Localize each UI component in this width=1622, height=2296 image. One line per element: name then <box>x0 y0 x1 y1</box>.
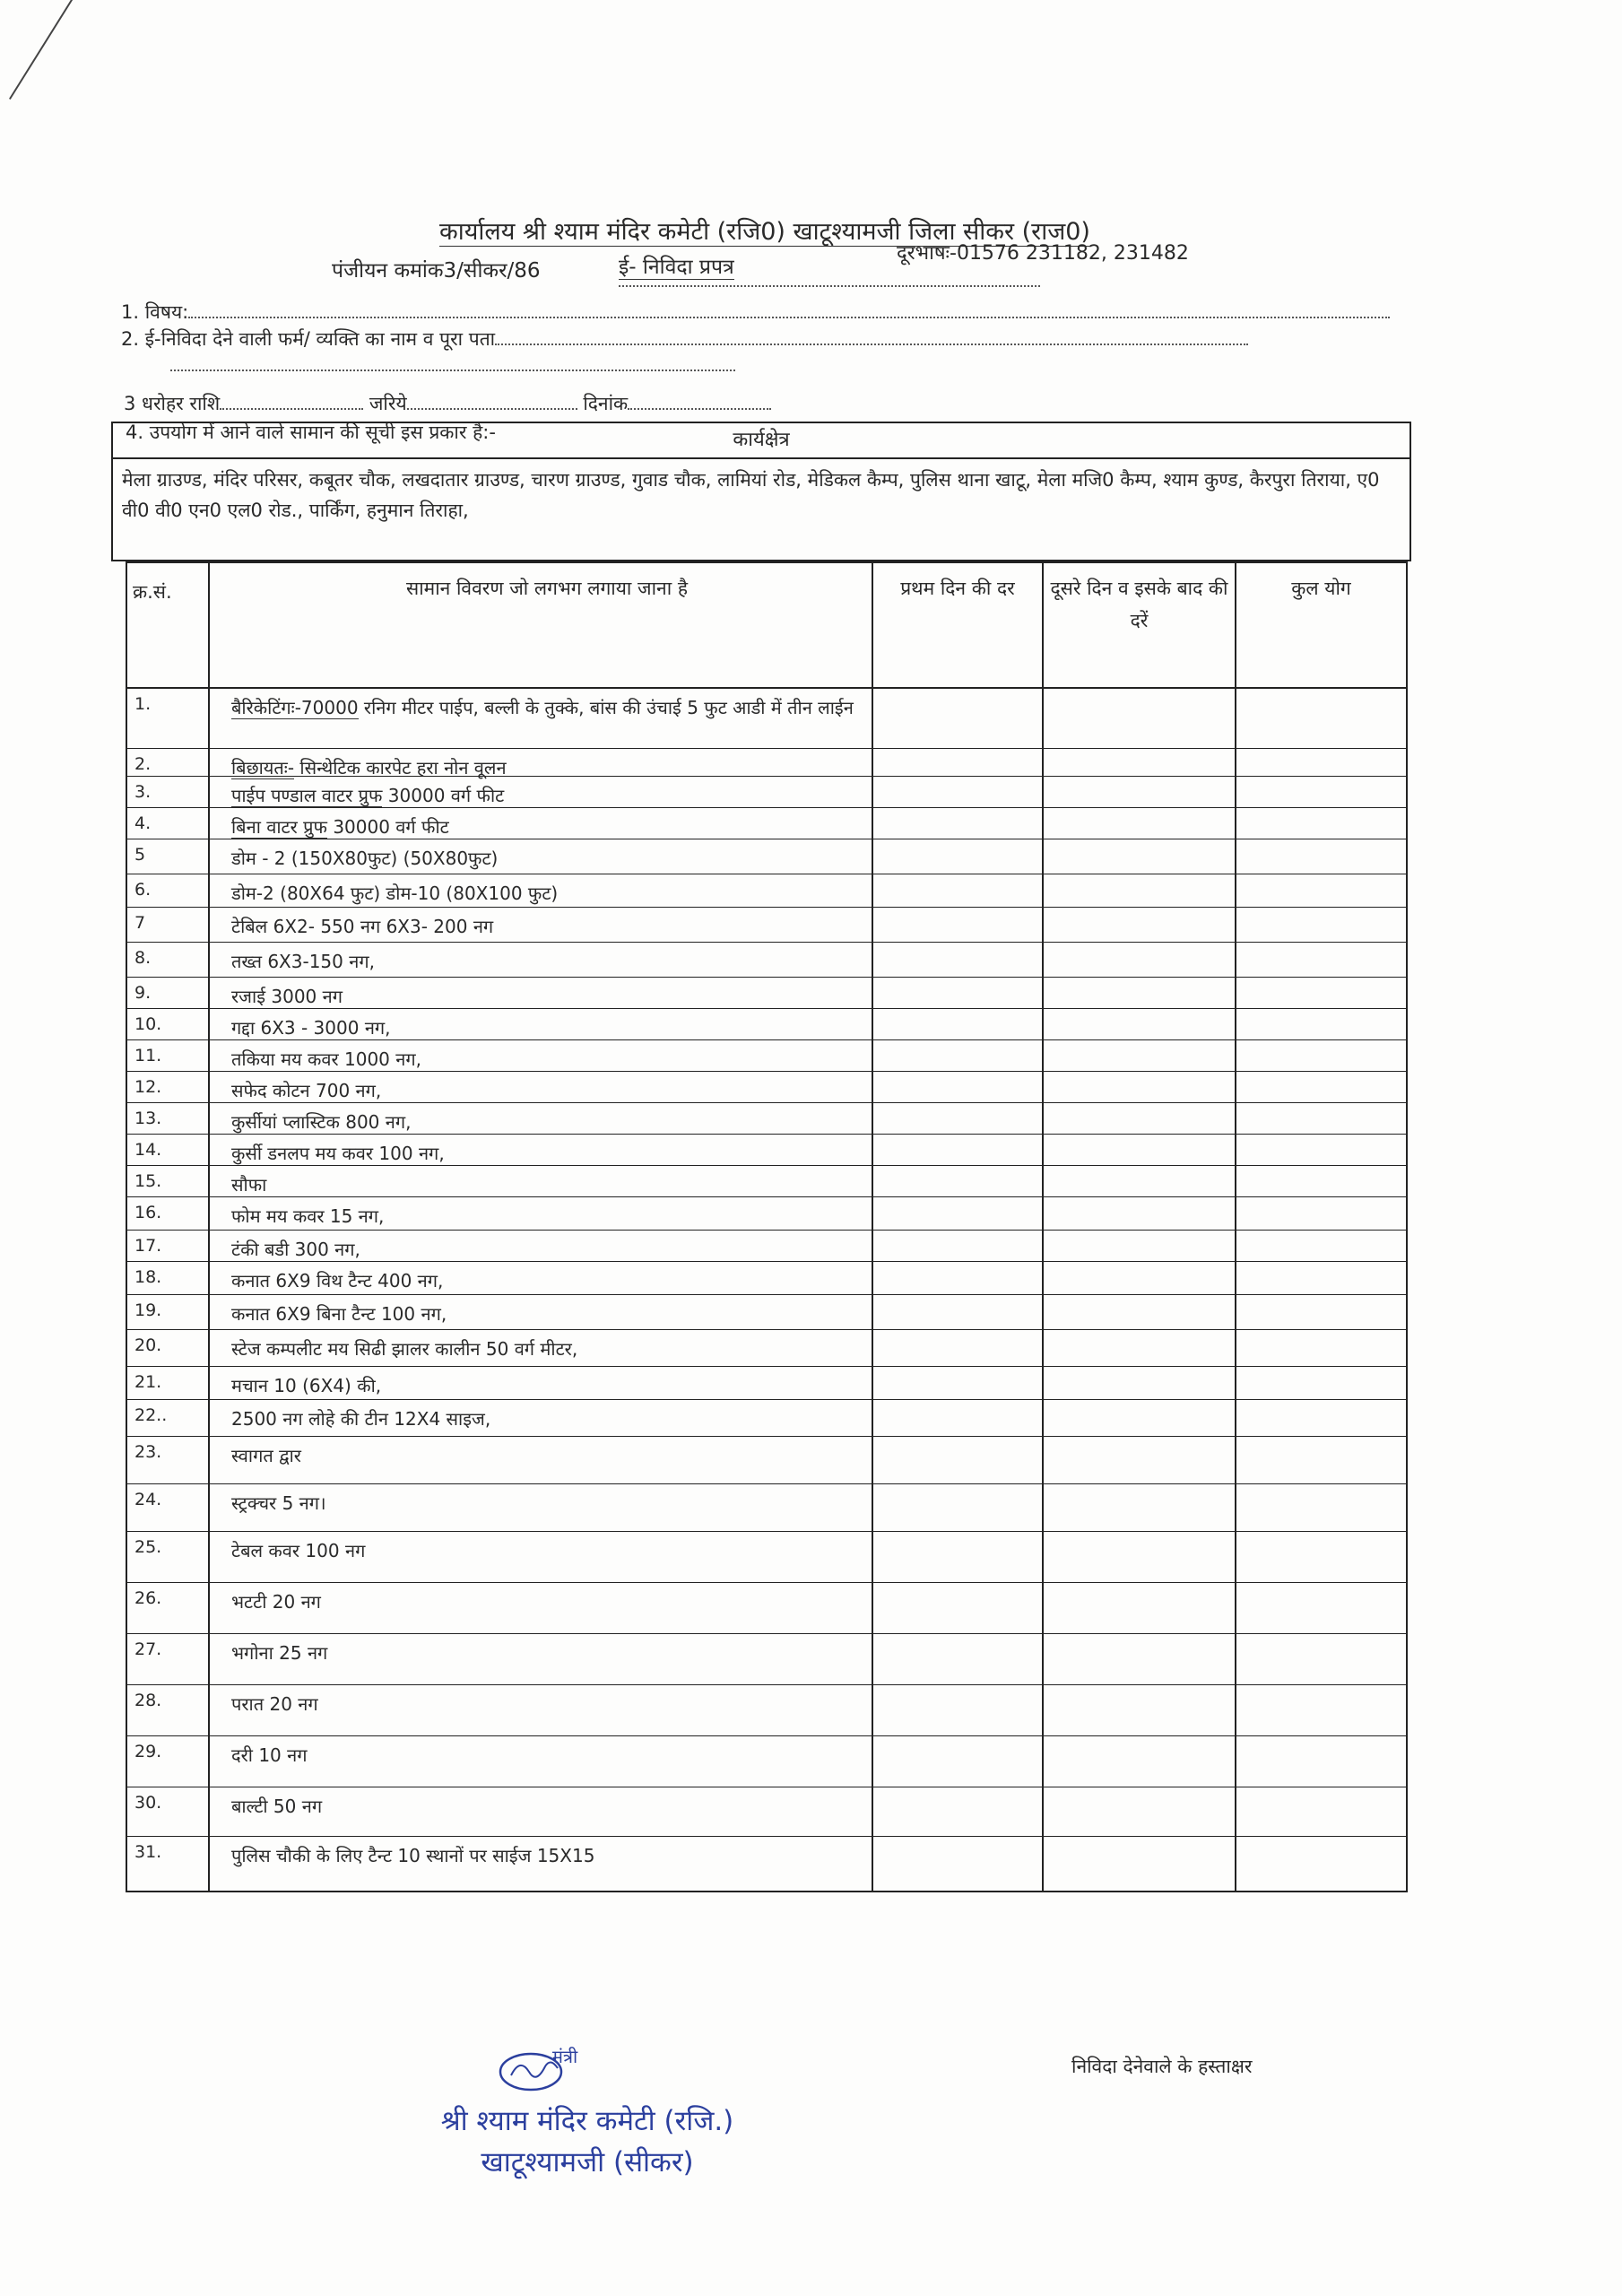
row-later-day-rate <box>1044 1837 1236 1891</box>
row-later-day-rate <box>1044 978 1236 1008</box>
row-serial: 16. <box>127 1197 210 1230</box>
row-serial: 6. <box>127 874 210 907</box>
table-row <box>127 1009 1406 1040</box>
row-later-day-rate <box>1044 908 1236 942</box>
row-item-label: बैरिकेटिंगः-70000 <box>231 697 359 718</box>
table-row <box>127 777 1406 808</box>
table-body <box>127 689 1406 1891</box>
row-first-day-rate <box>873 689 1044 748</box>
row-item-detail: सौफा <box>231 1174 267 1196</box>
row-description <box>210 943 873 977</box>
row-later-day-rate <box>1044 1197 1236 1230</box>
row-first-day-rate <box>873 1583 1044 1633</box>
row-total <box>1236 1166 1406 1196</box>
row-serial: 12. <box>127 1072 210 1102</box>
row-first-day-rate <box>873 1685 1044 1735</box>
row-later-day-rate <box>1044 1040 1236 1071</box>
row-later-day-rate <box>1044 1685 1236 1735</box>
row-later-day-rate <box>1044 1103 1236 1134</box>
row-item-detail: कुर्सीयां प्लास्टिक 800 नग, <box>231 1111 412 1133</box>
row-total <box>1236 1736 1406 1787</box>
row-first-day-rate <box>873 943 1044 977</box>
table-row <box>127 1103 1406 1135</box>
row-total <box>1236 1135 1406 1165</box>
row-first-day-rate <box>873 1484 1044 1531</box>
row-total <box>1236 1437 1406 1483</box>
row-item-detail: स्ट्रक्चर 5 नग। <box>231 1492 326 1514</box>
row-first-day-rate <box>873 1166 1044 1196</box>
row-first-day-rate <box>873 1532 1044 1582</box>
table-row <box>127 1437 1406 1484</box>
table-row <box>127 1166 1406 1197</box>
row-item-detail: कनात 6X9 बिना टैन्ट 100 नग, <box>231 1303 447 1325</box>
row-item-detail: टेबिल 6X2- 550 नग 6X3- 200 नग <box>231 916 494 937</box>
row-item-detail: सिन्थेटिक कारपेट हरा नोन वूलन <box>294 757 507 778</box>
row-description <box>210 874 873 907</box>
committee-location: खाटूश्यामजी (सीकर) <box>481 2146 694 2179</box>
table-row <box>127 1837 1406 1891</box>
row-first-day-rate <box>873 1040 1044 1071</box>
row-first-day-rate <box>873 1072 1044 1102</box>
row-item-detail: सफेद कोटन 700 नग, <box>231 1080 382 1101</box>
row-total <box>1236 908 1406 942</box>
row-serial: 22.. <box>127 1400 210 1436</box>
row-item-detail: डोम - 2 (150X80फुट) (50X80फुट) <box>231 848 499 869</box>
table-row <box>127 1532 1406 1583</box>
table-row <box>127 1295 1406 1330</box>
row-first-day-rate <box>873 808 1044 839</box>
row-item-detail: 2500 नग लोहे की टीन 12X4 साइज, <box>231 1408 491 1430</box>
row-serial: 24. <box>127 1484 210 1531</box>
row-item-detail: तकिया मय कवर 1000 नग, <box>231 1048 421 1070</box>
row-description <box>210 1367 873 1399</box>
row-first-day-rate <box>873 908 1044 942</box>
row-item-detail: कनात 6X9 विथ टैन्ट 400 नग, <box>231 1270 444 1292</box>
stray-pen-line <box>9 0 91 100</box>
row-later-day-rate <box>1044 808 1236 839</box>
row-serial: 10. <box>127 1009 210 1039</box>
table-row <box>127 943 1406 978</box>
row-serial: 25. <box>127 1532 210 1582</box>
row-serial: 17. <box>127 1231 210 1261</box>
row-description <box>210 1197 873 1230</box>
table-row <box>127 1685 1406 1736</box>
registration-number: पंजीयन कमांक3/सीकर/86 <box>332 259 541 283</box>
row-total <box>1236 777 1406 807</box>
table-row <box>127 1634 1406 1685</box>
row-description <box>210 908 873 942</box>
row-total <box>1236 1634 1406 1684</box>
row-serial: 5 <box>127 839 210 874</box>
subject-field: 1. विषय: <box>121 300 1390 325</box>
row-item-detail: टेबल कवर 100 नग <box>231 1540 366 1561</box>
row-description <box>210 808 873 839</box>
row-item-detail: स्वागत द्वार <box>231 1445 301 1466</box>
row-total <box>1236 1009 1406 1039</box>
row-description <box>210 978 873 1008</box>
row-total <box>1236 1583 1406 1633</box>
row-serial: 13. <box>127 1103 210 1134</box>
row-later-day-rate <box>1044 1736 1236 1787</box>
workarea-box <box>111 422 1411 561</box>
row-total <box>1236 1787 1406 1836</box>
row-first-day-rate <box>873 1736 1044 1787</box>
row-description <box>210 1736 873 1787</box>
row-serial: 3. <box>127 777 210 807</box>
row-item-detail: 30000 वर्ग फीट <box>326 816 449 838</box>
table-row <box>127 1484 1406 1532</box>
header-total: कुल योग <box>1291 578 1351 599</box>
table-row <box>127 1400 1406 1437</box>
table-row <box>127 1736 1406 1787</box>
workarea-title: कार्यक्षेत्र <box>733 429 790 451</box>
seal-text: मंत्री <box>552 2046 578 2067</box>
row-description <box>210 1787 873 1836</box>
table-row <box>127 1787 1406 1837</box>
row-item-label: बिछायतः- <box>231 757 295 778</box>
committee-name: श्री श्याम मंदिर कमेटी (रजि.) <box>440 2105 734 2137</box>
row-item-detail: दरी 10 नग <box>231 1744 308 1766</box>
row-serial: 11. <box>127 1040 210 1071</box>
row-serial: 2. <box>127 749 210 776</box>
row-later-day-rate <box>1044 943 1236 977</box>
table-row <box>127 1262 1406 1295</box>
deposit-field: 3 धरोहर राशि जरिये दिनांक <box>124 391 771 416</box>
header-serial: क्र.सं. <box>127 563 210 687</box>
row-first-day-rate <box>873 1367 1044 1399</box>
row-description <box>210 1135 873 1165</box>
row-later-day-rate <box>1044 1583 1236 1633</box>
row-serial: 29. <box>127 1736 210 1787</box>
table-row <box>127 978 1406 1009</box>
row-first-day-rate <box>873 1009 1044 1039</box>
header-first-day-rate: प्रथम दिन की दर <box>873 563 1044 687</box>
seal-scribble <box>475 2036 610 2099</box>
firm-field: 2. ई-निविदा देने वाली फर्म/ व्यक्ति का नाम व पूरा पता <box>121 326 1248 352</box>
row-total <box>1236 1837 1406 1891</box>
row-serial: 14. <box>127 1135 210 1165</box>
table-row <box>127 689 1406 749</box>
row-total <box>1236 874 1406 907</box>
row-item-label: पाईप पण्डाल वाटर प्रुफ <box>231 785 383 806</box>
row-description <box>210 689 873 748</box>
row-first-day-rate <box>873 777 1044 807</box>
row-serial: 20. <box>127 1330 210 1366</box>
row-first-day-rate <box>873 1634 1044 1684</box>
table-row <box>127 1231 1406 1262</box>
committee-stamp <box>377 2100 798 2183</box>
row-serial: 21. <box>127 1367 210 1399</box>
row-first-day-rate <box>873 1295 1044 1329</box>
row-serial: 27. <box>127 1634 210 1684</box>
row-first-day-rate <box>873 874 1044 907</box>
row-later-day-rate <box>1044 1262 1236 1294</box>
row-later-day-rate <box>1044 1009 1236 1039</box>
row-first-day-rate <box>873 839 1044 874</box>
row-later-day-rate <box>1044 1484 1236 1531</box>
row-total <box>1236 1072 1406 1102</box>
row-description <box>210 1634 873 1684</box>
row-first-day-rate <box>873 1437 1044 1483</box>
row-serial: 4. <box>127 808 210 839</box>
phone-number: दूरभाषः-01576 231182, 231482 <box>897 242 1189 265</box>
row-first-day-rate <box>873 1231 1044 1261</box>
row-total <box>1236 839 1406 874</box>
table-row <box>127 1197 1406 1231</box>
row-serial: 31. <box>127 1837 210 1891</box>
row-description <box>210 1295 873 1329</box>
row-description <box>210 1072 873 1102</box>
row-description <box>210 749 873 776</box>
row-total <box>1236 808 1406 839</box>
table-row <box>127 1367 1406 1400</box>
table-row <box>127 1040 1406 1072</box>
row-total <box>1236 1262 1406 1294</box>
row-description <box>210 1040 873 1071</box>
items-table <box>126 561 1408 1892</box>
row-total <box>1236 1040 1406 1071</box>
row-later-day-rate <box>1044 689 1236 748</box>
row-total <box>1236 1330 1406 1366</box>
row-description <box>210 777 873 807</box>
row-item-detail: भटटी 20 नग <box>231 1591 321 1613</box>
bidder-signature-label: निविदा देनेवाले के हस्ताक्षर <box>1071 2056 1253 2077</box>
row-later-day-rate <box>1044 1135 1236 1165</box>
table-row <box>127 749 1406 777</box>
row-first-day-rate <box>873 1787 1044 1836</box>
row-item-detail: रनिग मीटर पाईप, बल्ली के तुक्के, बांस की उंचाई 5 फुट आडी में तीन लाईन <box>358 697 854 718</box>
row-later-day-rate <box>1044 1166 1236 1196</box>
row-total <box>1236 749 1406 776</box>
table-row <box>127 808 1406 839</box>
row-serial: 23. <box>127 1437 210 1483</box>
row-description <box>210 1009 873 1039</box>
row-item-detail: डोम-2 (80X64 फुट) डोम-10 (80X100 फुट) <box>231 883 559 904</box>
row-later-day-rate <box>1044 874 1236 907</box>
row-item-detail: पुलिस चौकी के लिए टैन्ट 10 स्थानों पर साईज 15X15 <box>231 1845 595 1866</box>
through-label: जरिये <box>369 393 407 414</box>
header-dotted-line <box>619 285 1040 287</box>
row-description <box>210 1103 873 1134</box>
row-first-day-rate <box>873 1837 1044 1891</box>
row-later-day-rate <box>1044 1231 1236 1261</box>
row-later-day-rate <box>1044 1367 1236 1399</box>
row-description <box>210 1166 873 1196</box>
row-total <box>1236 1484 1406 1531</box>
tender-form-label: ई- निविदा प्रपत्र <box>619 256 734 279</box>
row-serial: 30. <box>127 1787 210 1836</box>
row-item-detail: गद्दा 6X3 - 3000 नग, <box>231 1017 391 1039</box>
date-label: दिनांक <box>583 393 629 414</box>
row-serial: 1. <box>127 689 210 748</box>
row-description <box>210 1262 873 1294</box>
row-description <box>210 1330 873 1366</box>
header-description: सामान विवरण जो लगभग लगाया जाना है <box>210 563 873 687</box>
row-description <box>210 1685 873 1735</box>
row-later-day-rate <box>1044 749 1236 776</box>
table-row <box>127 1583 1406 1634</box>
table-row <box>127 1135 1406 1166</box>
row-total <box>1236 1400 1406 1436</box>
row-serial: 15. <box>127 1166 210 1196</box>
row-later-day-rate <box>1044 1437 1236 1483</box>
row-serial: 18. <box>127 1262 210 1294</box>
row-description <box>210 1231 873 1261</box>
row-description <box>210 839 873 874</box>
row-item-detail: बाल्टी 50 नग <box>231 1796 323 1817</box>
table-row <box>127 1330 1406 1367</box>
row-item-label: बिना वाटर प्रुफ <box>231 816 327 838</box>
office-title: कार्यालय श्री श्याम मंदिर कमेटी (रजि0) खाटूश्यामजी जिला सीकर (राज0) <box>439 218 1090 246</box>
row-total <box>1236 1295 1406 1329</box>
row-description <box>210 1400 873 1436</box>
list-intro: 4. उपयोग में आने वाले सामान की सूची इस प्रकार है:- <box>126 422 496 443</box>
workarea-text: मेला ग्राउण्ड, मंदिर परिसर, कबूतर चौक, लखदातार ग्राउण्ड, चारण ग्राउण्ड, गुवाड चौक, लामियां रोड, मेडिकल कैम्प, पुलिस थाना खाटू, मेला मजि0 कैम्प, श्याम कुण्ड, कैरपुरा तिराया, ए0 वी0 वी0 एन0 एल0 रोड., पार्किंग, हनुमान तिराहा, <box>122 469 1380 521</box>
header-later-day-rate: दूसरे दिन व इसके बाद की दरें <box>1044 563 1236 687</box>
row-total <box>1236 1231 1406 1261</box>
row-serial: 26. <box>127 1583 210 1633</box>
row-later-day-rate <box>1044 839 1236 874</box>
row-serial: 9. <box>127 978 210 1008</box>
row-later-day-rate <box>1044 1400 1236 1436</box>
row-later-day-rate <box>1044 1532 1236 1582</box>
firm-field-continuation <box>170 354 735 376</box>
row-later-day-rate <box>1044 1330 1236 1366</box>
table-row <box>127 839 1406 874</box>
row-total <box>1236 1367 1406 1399</box>
row-serial: 8. <box>127 943 210 977</box>
workarea-divider <box>113 457 1409 459</box>
row-description <box>210 1532 873 1582</box>
row-item-detail: फोम मय कवर 15 नग, <box>231 1205 385 1227</box>
row-serial: 7 <box>127 908 210 942</box>
table-row <box>127 908 1406 943</box>
row-first-day-rate <box>873 1400 1044 1436</box>
row-total <box>1236 1197 1406 1230</box>
row-item-detail: तख्त 6X3-150 नग, <box>231 951 375 972</box>
row-item-detail: भगोना 25 नग <box>231 1642 328 1664</box>
row-item-detail: रजाई 3000 नग <box>231 986 343 1007</box>
row-first-day-rate <box>873 1135 1044 1165</box>
row-serial: 19. <box>127 1295 210 1329</box>
row-description <box>210 1837 873 1891</box>
row-later-day-rate <box>1044 1072 1236 1102</box>
row-description <box>210 1583 873 1633</box>
row-total <box>1236 1532 1406 1582</box>
row-description <box>210 1437 873 1483</box>
row-item-detail: स्टेज कम्पलीट मय सिढी झालर कालीन 50 वर्ग मीटर, <box>231 1338 578 1360</box>
row-item-detail: 30000 वर्ग फीट <box>382 785 505 806</box>
row-total <box>1236 1103 1406 1134</box>
table-header <box>127 563 1406 689</box>
row-first-day-rate <box>873 1330 1044 1366</box>
row-total <box>1236 943 1406 977</box>
row-total <box>1236 1685 1406 1735</box>
table-row <box>127 1072 1406 1103</box>
row-first-day-rate <box>873 749 1044 776</box>
row-later-day-rate <box>1044 777 1236 807</box>
row-first-day-rate <box>873 978 1044 1008</box>
row-item-detail: टंकी बडी 300 नग, <box>231 1239 360 1260</box>
row-item-detail: मचान 10 (6X4) की, <box>231 1375 382 1396</box>
table-row <box>127 874 1406 908</box>
row-later-day-rate <box>1044 1634 1236 1684</box>
row-serial: 28. <box>127 1685 210 1735</box>
row-item-detail: परात 20 नग <box>231 1693 318 1715</box>
row-total <box>1236 689 1406 748</box>
row-total <box>1236 978 1406 1008</box>
row-item-detail: कुर्सी डनलप मय कवर 100 नग, <box>231 1143 445 1164</box>
row-later-day-rate <box>1044 1295 1236 1329</box>
row-first-day-rate <box>873 1197 1044 1230</box>
row-first-day-rate <box>873 1103 1044 1134</box>
row-first-day-rate <box>873 1262 1044 1294</box>
row-description <box>210 1484 873 1531</box>
row-later-day-rate <box>1044 1787 1236 1836</box>
